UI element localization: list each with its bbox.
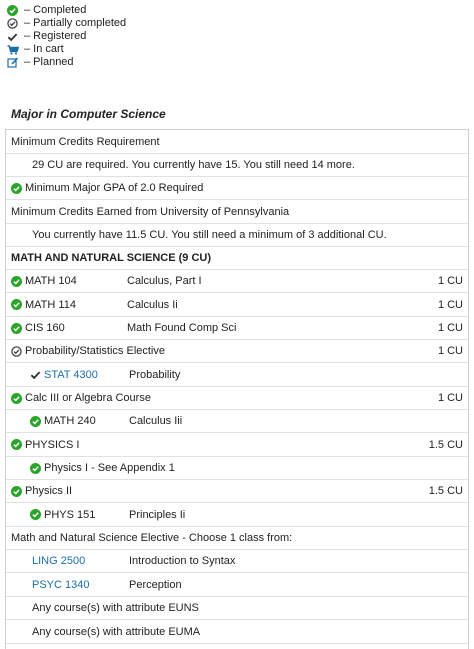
req-label: Minimum Credits Requirement [11,135,160,148]
planned-edit-icon [5,57,20,68]
completed-check-icon [30,463,41,474]
completed-check-icon [11,183,22,194]
completed-check-icon [5,5,20,16]
req-detail: 29 CU are required. You currently have 15. You still need 14 more. [32,159,355,171]
course-credits: 1.5 CU [428,438,463,451]
status-legend [5,4,126,69]
req-label: Minimum Major GPA of 2.0 Required [25,182,204,194]
course-credits: 1 CU [437,298,463,311]
course-code: MATH 104 [25,275,77,287]
legend-label: – Partially completed [24,17,127,29]
legend-planned [5,56,126,69]
course-code: MATH 240 [44,415,96,427]
partial-check-icon [5,18,20,29]
req-detail-row [6,154,468,177]
legend-cart [5,43,126,56]
legend-registered [5,30,126,43]
completed-check-icon [11,439,22,450]
legend-completed [5,4,126,17]
course-title: Calculus Ii [127,298,178,311]
cart-icon [5,45,20,55]
req-label: Physics I - See Appendix 1 [44,462,175,474]
course-credits: 1.5 CU [428,485,463,497]
legend-label: – Completed [24,4,87,16]
req-row-physics2 [6,480,468,503]
req-detail: You currently have 11.5 CU. You still need a minimum of 3 additional CU. [32,229,387,241]
course-code: MATH 114 [25,298,76,311]
req-subrow-physics1 [6,457,468,480]
completed-check-icon [11,486,22,497]
course-code: CIS 160 [25,322,65,334]
course-link-psyc1340[interactable]: PSYC 1340 [32,578,90,591]
req-row-euma [6,620,468,644]
course-title: Principles Ii [129,508,186,521]
checkmark-icon [5,32,20,42]
course-row-phys151 [6,503,468,527]
course-credits: 1 CU [437,345,463,357]
completed-check-icon [30,509,41,520]
course-row-math104 [6,270,468,293]
req-row-science-elective [6,527,468,550]
req-label: PHYSICS I [25,438,80,451]
course-link-stat4300[interactable]: STAT 4300 [44,368,98,381]
course-credits: 1 CU [437,322,463,334]
legend-label: – Planned [24,56,74,68]
req-label: Math and Natural Science Elective - Choose 1 class from: [11,532,293,544]
req-detail-row [6,224,468,247]
completed-check-icon [11,276,22,287]
req-label: Any course(s) with attribute EUMA [32,625,201,638]
req-label: Any course(s) with attribute EUNS [32,602,199,614]
req-row-gpa [6,177,468,200]
checkmark-icon [30,370,41,380]
course-title: Introduction to Syntax [129,555,236,567]
course-row-psyc1340 [6,573,468,597]
section-header: MATH AND NATURAL SCIENCE (9 CU) [11,252,212,264]
req-label: Physics II [25,485,73,497]
major-title: Major in Computer Science [11,107,166,121]
req-row-calc3 [6,387,468,410]
req-row-euns [6,597,468,620]
req-row-physics1 [6,433,468,457]
req-row-penn-credits [6,200,468,224]
req-row-min-credits [6,130,468,154]
partial-check-icon [11,346,22,357]
completed-check-icon [11,323,22,334]
course-row-cis160 [6,317,468,340]
course-credits: 1 CU [437,392,463,404]
completed-check-icon [11,393,22,404]
course-row-math114 [6,293,468,317]
req-label: Calc III or Algebra Course [25,392,151,404]
legend-label: – In cart [24,43,64,55]
course-link-ling2500[interactable]: LING 2500 [32,555,86,567]
legend-partial [5,17,126,30]
section-header-row [6,247,468,270]
course-title: Perception [129,578,182,591]
course-title: Calculus, Part I [127,275,202,287]
completed-check-icon [30,416,41,427]
course-row-ling2500 [6,550,468,573]
legend-label: – Registered [24,30,87,42]
course-title: Math Found Comp Sci [127,322,237,334]
course-row-math240 [6,410,468,433]
course-title: Probability [129,368,181,381]
req-label: Probability/Statistics Elective [25,345,165,357]
course-credits: 1 CU [437,275,463,287]
req-label: Minimum Credits Earned from University of Pennsylvania [11,205,290,218]
req-row-probability-elective [6,340,468,363]
course-row-stat4300 [6,363,468,387]
completed-check-icon [11,299,22,310]
course-title: Calculus Iii [129,415,183,427]
course-code: PHYS 151 [44,508,96,521]
requirements-table [5,129,469,649]
